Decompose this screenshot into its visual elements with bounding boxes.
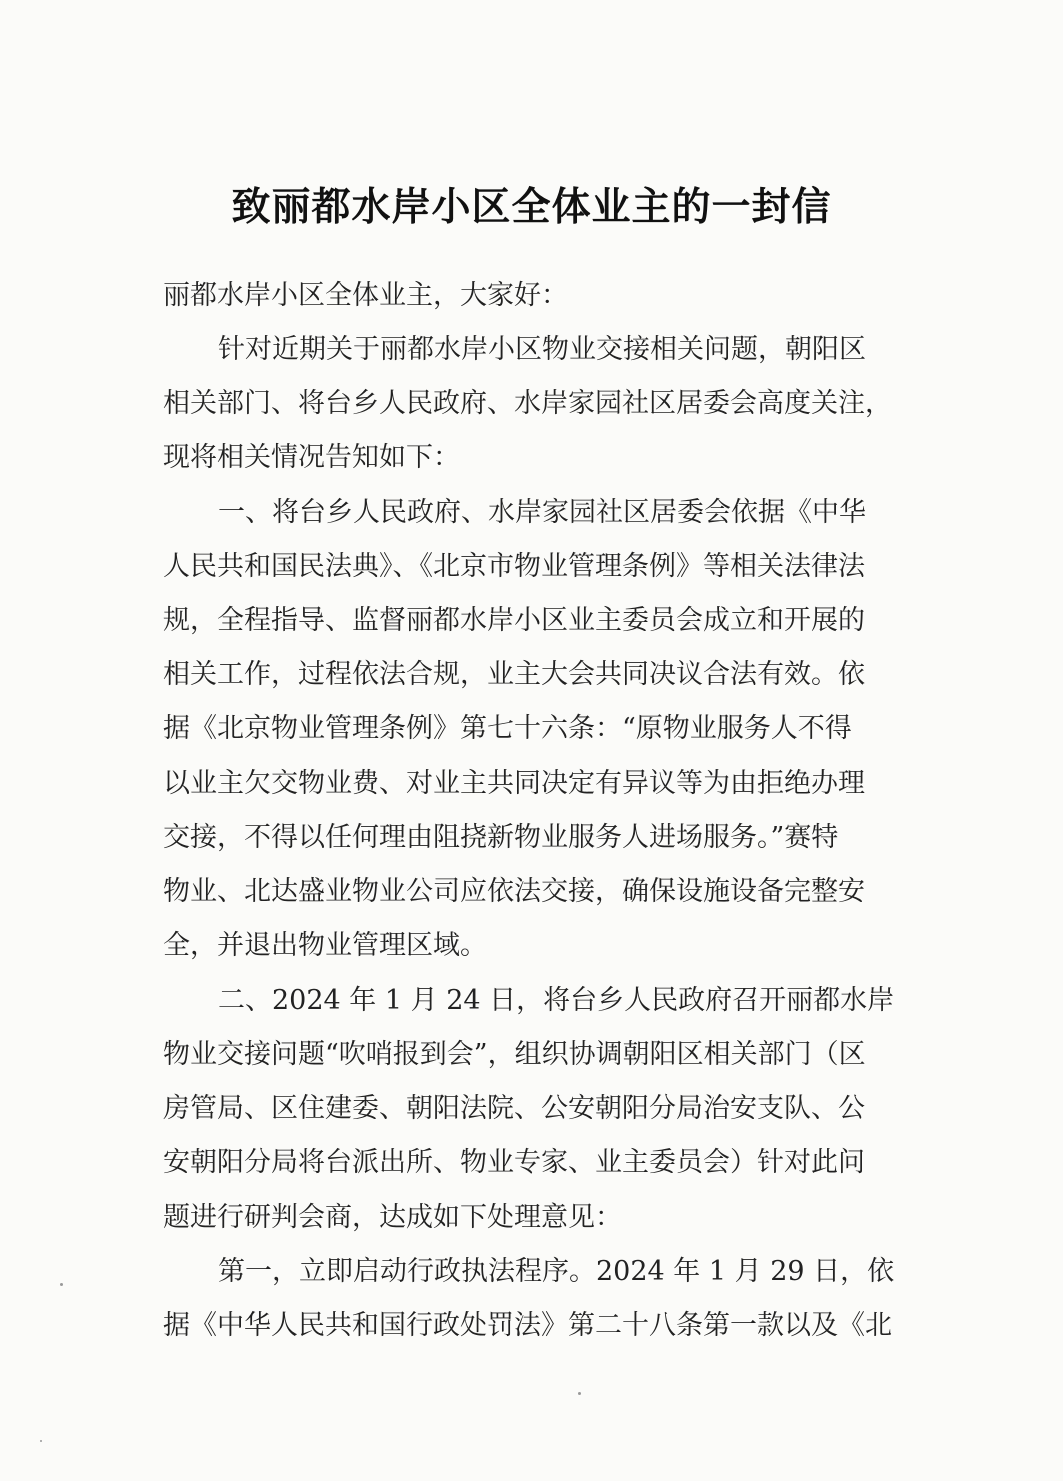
body-line: 房管局、区住建委、朝阳法院、公安朝阳分局治安支队、公 (163, 1093, 865, 1124)
body-line: 安朝阳分局将台派出所、物业专家、业主委员会）针对此问 (163, 1147, 865, 1178)
body-line: 人民共和国民法典》、《北京市物业管理条例》等相关法律法 (163, 551, 865, 582)
body-line: 交接，不得以任何理由阻挠新物业服务人进场服务。”赛特 (163, 822, 839, 853)
salutation-line: 丽都水岸小区全体业主，大家好： (163, 280, 568, 311)
body-line: 相关工作，过程依法合规，业主大会共同决议合法有效。依 (163, 659, 865, 690)
body-line: 以业主欠交物业费、对业主共同决定有异议等为由拒绝办理 (163, 768, 865, 799)
body-line: 二、2024 年 1 月 24 日，将台乡人民政府召开丽都水岸 (218, 985, 895, 1016)
body-line: 一、将台乡人民政府、水岸家园社区居委会依据《中华 (218, 497, 866, 528)
body-line: 规，全程指导、监督丽都水岸小区业主委员会成立和开展的 (163, 605, 865, 636)
body-line: 据《中华人民共和国行政处罚法》第二十八条第一款以及《北 (163, 1310, 892, 1341)
body-line: 针对近期关于丽都水岸小区物业交接相关问题，朝阳区 (218, 334, 866, 365)
scan-speck (60, 1283, 63, 1286)
body-line: 全，并退出物业管理区域。 (163, 930, 487, 961)
body-line: 相关部门、将台乡人民政府、水岸家园社区居委会高度关注， (163, 388, 892, 419)
body-line: 物业、北达盛业物业公司应依法交接，确保设施设备完整安 (163, 876, 865, 907)
letter-title: 致丽都水岸小区全体业主的一封信 (231, 185, 832, 230)
body-line: 现将相关情况告知如下： (163, 442, 460, 473)
body-line: 题进行研判会商，达成如下处理意见： (163, 1202, 622, 1233)
scan-speck (40, 1440, 42, 1442)
body-line: 物业交接问题“吹哨报到会”，组织协调朝阳区相关部门（区 (163, 1039, 866, 1070)
scan-speck (578, 1392, 581, 1395)
body-line: 第一，立即启动行政执法程序。2024 年 1 月 29 日，依 (218, 1256, 895, 1287)
body-line: 据《北京物业管理条例》第七十六条：“原物业服务人不得 (163, 713, 852, 744)
